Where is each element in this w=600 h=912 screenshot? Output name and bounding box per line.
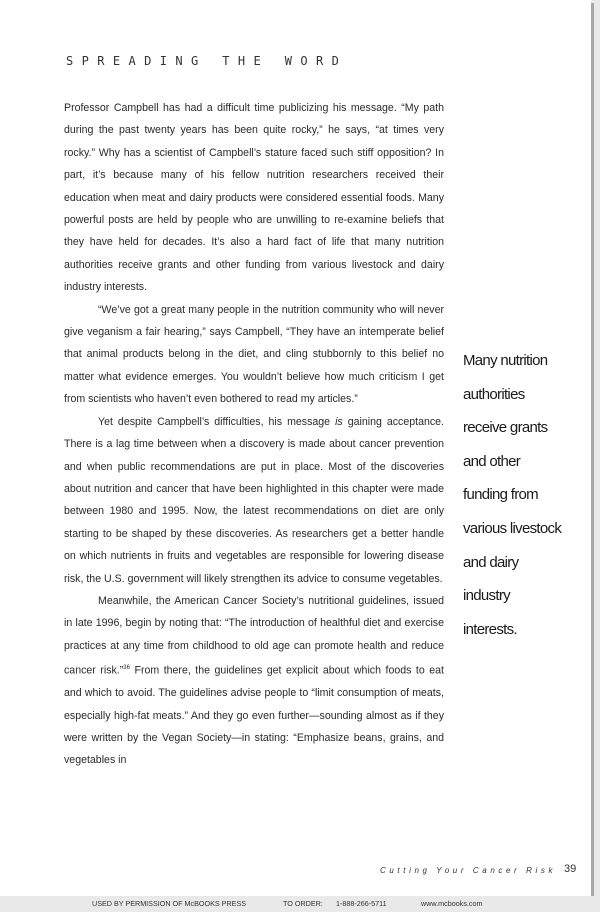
paragraph-3-end: gaining acceptance. There is a lag time between when a discovery is made about cancer prevention and when public recommendations are put in place. Most of the discoveries about nutrition and cancer that have been highlighted in this chapter were made between 1980 and 1995. Now, the latest recommendations on diet are only starting to be shaped by these discoveries. As researchers get a better handle on which nutrients in fruits and vegetables are responsible for lowering disease risk, the U.S. government will likely strengthen its advice to consume vegetables. xyxy=(64,415,445,585)
pull-quote: Many nutrition authorities receive grants and other funding from various livestock and dairy industry interests. xyxy=(463,352,562,638)
permission-banner xyxy=(0,896,600,912)
footnote-reference: 36 xyxy=(123,665,130,672)
order-phone: 1-888-266-5711 xyxy=(336,899,387,908)
order-label: TO ORDER: xyxy=(283,899,323,908)
paragraph-4-continued: From there, the guidelines get explicit about which foods to eat and which to avoid. The guidelines advise people to “limit consumption of meats, especially high-fat meats.” And they go even further—sounding almost as if they were written by the Vegan Society—in stating: “Emphasize beans, grains, and vegetables in xyxy=(64,664,444,767)
paragraph-3-emphasis: is xyxy=(335,415,343,428)
section-heading: SPREADING THE WORD xyxy=(66,54,348,68)
paragraph-3-start: Yet despite Campbell’s difficulties, his message xyxy=(98,415,336,428)
paragraph-1: Professor Campbell has had a difficult time publicizing his message. “My path during the past twenty years has been quite rocky,” he says, “at times very rocky.” Why has a scientist of Campbell’s stature faced such stiff opposition? In part, it’s because many of his fellow nutrition researchers received their education when meat and dairy products were considered essential foods. Many powerful posts are held by people who are unwilling to re-examine beliefs that they have held for decades. It’s also a hard fact of life that many nutrition authorities receive grants and other funding from various livestock and dairy industry interests. xyxy=(64,102,444,294)
website-link[interactable]: www.mcbooks.com xyxy=(421,899,483,908)
page-number: 39 xyxy=(564,863,577,875)
running-title: Cutting Your Cancer Risk xyxy=(380,866,557,875)
paragraph-2: “We’ve got a great many people in the nutrition community who will never give veganism a fair hearing,” says Campbell, “They have an intemperate belief that animal products belong in the diet, and cling stubbornly to this belief no matter what evidence emerges. You wouldn’t believe how much criticism I get from scientists who haven’t even bothered to read my articles.” xyxy=(64,303,444,406)
paragraph-3 xyxy=(64,411,444,590)
paragraph-4 xyxy=(64,590,444,772)
paragraph-4-quote: Meanwhile, the American Cancer Society’s nutritional guidelines, issued in late 1996, begin by noting that: “The introduction of healthful diet and exercise practices at any time from childhood to old age can promote health and reduce cancer risk.” xyxy=(64,594,444,677)
page-footer xyxy=(380,862,580,878)
permission-text: USED BY PERMISSION OF McBOOKS PRESS xyxy=(92,899,247,908)
body-text xyxy=(64,97,444,772)
